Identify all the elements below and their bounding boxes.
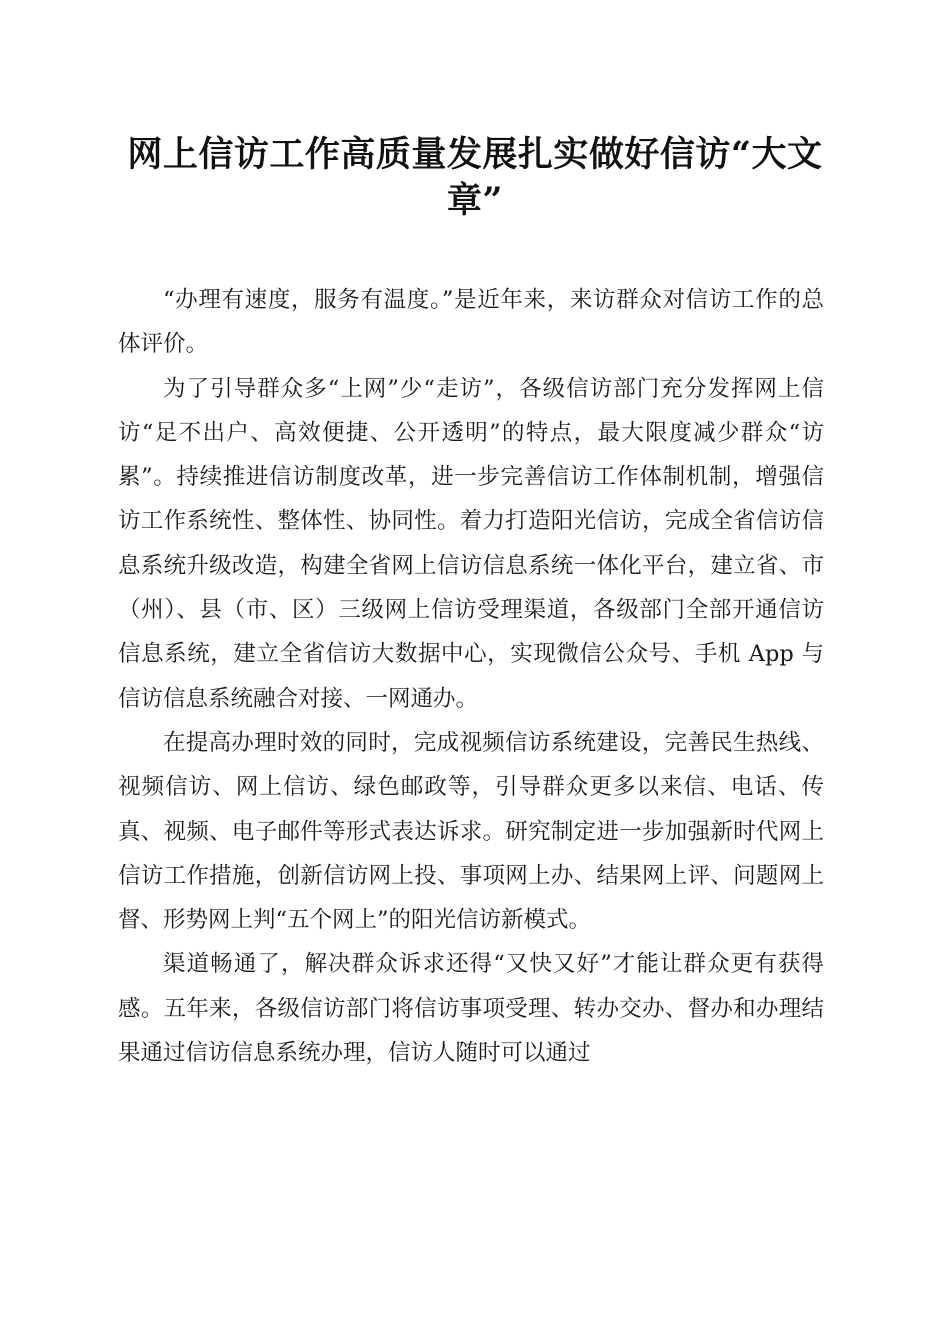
paragraph: 在提高办理时效的同时，完成视频信访系统建设，完善民生热线、视频信访、网上信访、绿色邮政等，引导群众更多以来信、电话、传真、视频、电子邮件等形式表达诉求。研究制定进一步加强新时代网上信访工作措施，创新信访网上投、事项网上办、结果网上评、问题网上督、形势网上判“五个网上”的阳光信访新模式。 bbox=[118, 729, 824, 934]
paragraph: 渠道畅通了，解决群众诉求还得“又快又好”才能让群众更有获得感。五年来，各级信访部门将信访事项受理、转办交办、督办和办理结果通过信访信息系统办理，信访人随时可以通过 bbox=[118, 951, 824, 1067]
document-body bbox=[118, 278, 824, 1075]
paragraph: 为了引导群众多“上网”少“走访”，各级信访部门充分发挥网上信访“足不出户、高效便捷、公开透明”的特点，最大限度减少群众“访累”。持续推进信访制度改革，进一步完善信访工作体制机制，增强信访工作系统性、整体性、协同性。着力打造阳光信访，完成全省信访信息系统升级改造，构建全省网上信访信息系统一体化平台，建立省、市（州）、县（市、区）三级网上信访受理渠道，各级部门全部开通信访信息系统，建立全省信访大数据中心，实现微信公众号、手机 App 与信访信息系统融合对接、一网通办。 bbox=[118, 375, 824, 712]
document-title: 网上信访工作高质量发展扎实做好信访“大文章” bbox=[127, 134, 823, 221]
paragraph: “办理有速度，服务有温度。”是近年来，来访群众对信访工作的总体评价。 bbox=[118, 287, 824, 358]
